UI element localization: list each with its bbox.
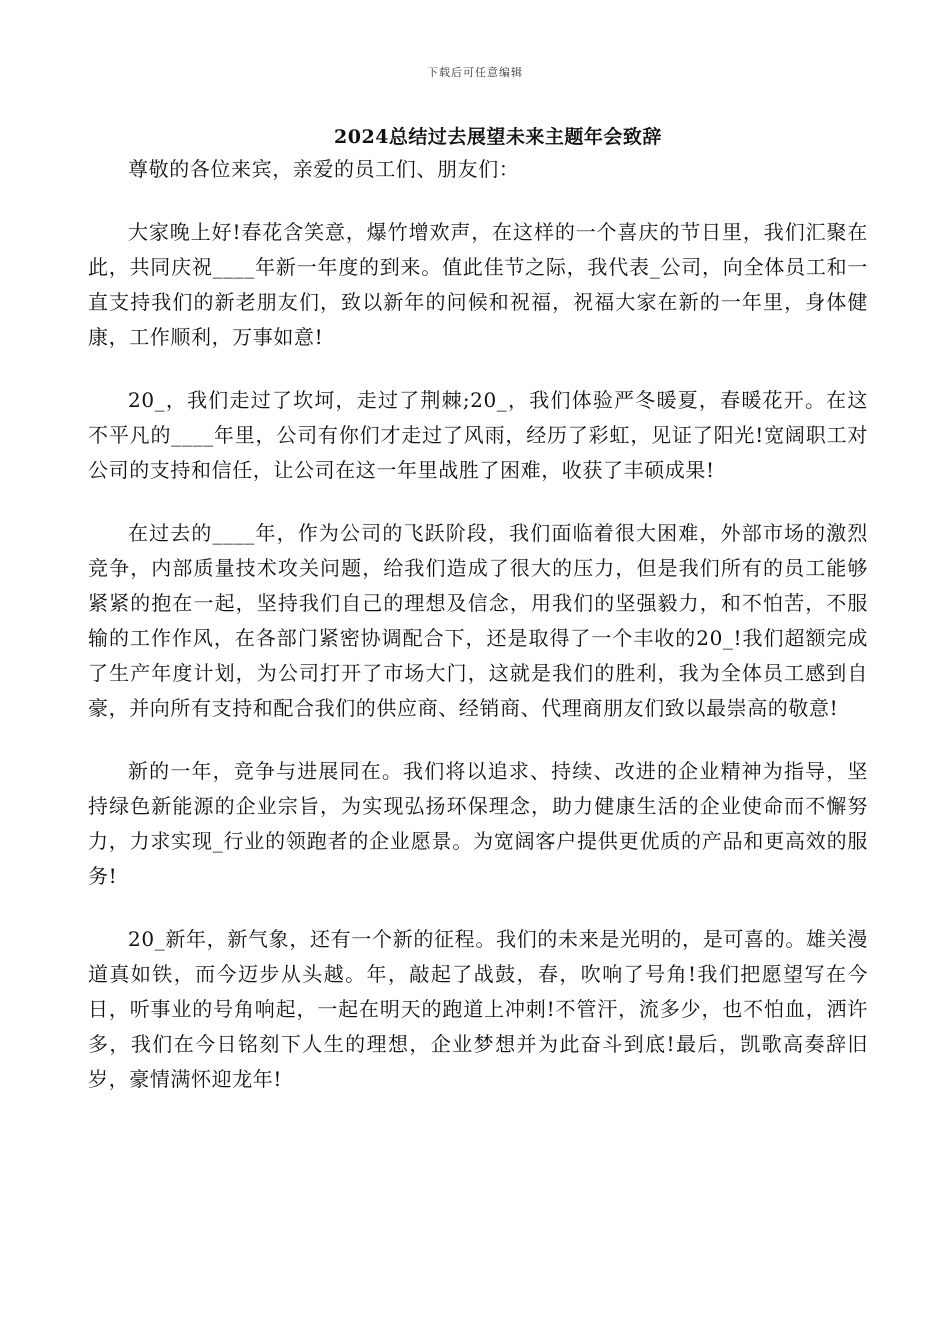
salutation: 尊敬的各位来宾，亲爱的员工们、朋友们： bbox=[128, 157, 520, 181]
header-note: 下载后可任意编辑 bbox=[427, 66, 523, 79]
paragraph: 20_新年，新气象，还有一个新的征程。我们的未来是光明的，是可喜的。雄关漫道真如铁，而今迈步从头越。年，敲起了战鼓，春，吹响了号角!我们把愿望写在今日，听事业的号角响起，一起在明天的跑道上冲刺!不管汗，流多少，也不怕血，洒许多，我们在今日铭刻下人生的理想，企业梦想并为此奋斗到底!最后，凯歌高奏辞旧岁，豪情满怀迎龙年! bbox=[88, 927, 868, 1091]
paragraph: 新的一年，竞争与进展同在。我们将以追求、持续、改进的企业精神为指导，坚持绿色新能源的企业宗旨，为实现弘扬环保理念，助力健康生活的企业使命而不懈努力，力求实现_行业的领跑者的企业愿景。为宽阔客户提供更优质的产品和更高效的服务! bbox=[88, 759, 868, 888]
paragraph: 大家晚上好!春花含笑意，爆竹增欢声，在这样的一个喜庆的节日里，我们汇聚在此，共同庆祝____年新一年度的到来。值此佳节之际，我代表_公司，向全体员工和一直支持我们的新老朋友们，致以新年的问候和祝福，祝福大家在新的一年里，身体健康，工作顺利，万事如意! bbox=[88, 220, 868, 349]
document-body bbox=[88, 152, 868, 1097]
paragraph: 20_，我们走过了坎坷，走过了荆棘;20_，我们体验严冬暖夏，春暖花开。在这不平凡的____年里，公司有你们才走过了风雨，经历了彩虹，见证了阳光!宽阔职工对公司的支持和信任，让公司在这一年里战胜了困难，收获了丰硕成果! bbox=[88, 388, 868, 482]
document-title: 2024总结过去展望未来主题年会致辞 bbox=[334, 126, 662, 148]
paragraph: 在过去的____年，作为公司的飞跃阶段，我们面临着很大困难，外部市场的激烈竞争，内部质量技术攻关问题，给我们造成了很大的压力，但是我们所有的员工能够紧紧的抱在一起，坚持我们自己的理想及信念，用我们的坚强毅力，和不怕苦，不服输的工作作风，在各部门紧密协调配合下，还是取得了一个丰收的20_!我们超额完成了生产年度计划，为公司打开了市场大门，这就是我们的胜利，我为全体员工感到自豪，并向所有支持和配合我们的供应商、经销商、代理商朋友们致以最崇高的敬意! bbox=[88, 521, 868, 720]
